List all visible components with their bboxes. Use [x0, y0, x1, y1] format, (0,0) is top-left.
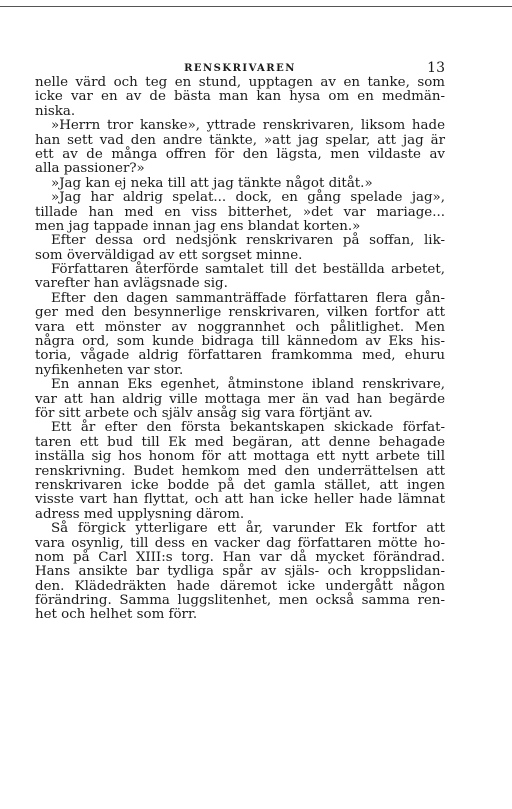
text-line: het och helhet som förr.: [35, 607, 198, 623]
text-line: nyfikenheten var stor.: [35, 362, 184, 378]
text-line: Så förgick ytterligare ett år, varunder Ek fortfor att: [51, 521, 445, 537]
text-line: »Herrn tror kanske», yttrade renskrivaren, liksom hade: [51, 118, 445, 134]
text-line: var att han aldrig ville mottaga mer än vad han begärde: [35, 391, 445, 407]
text-line: men jag tappade innan jag ens blandat korten.»: [35, 218, 361, 234]
text-line: förändring. Samma luggslitenhet, men också samma ren-: [35, 593, 445, 609]
text-line: Efter dessa ord nedsjönk renskrivaren på soffan, lik-: [51, 233, 445, 249]
text-line: ger med den besynnerlige renskrivaren, vilken fortfor att: [35, 305, 445, 321]
text-line: Efter den dagen sammanträffade författaren flera gån-: [51, 290, 445, 306]
text-line: renskrivaren icke bodde på det gamla stället, att ingen: [35, 477, 445, 493]
text-line: vara osynlig, till dess en vacker dag författaren mötte ho-: [35, 535, 445, 551]
body-text: [35, 76, 445, 623]
page-header: [35, 60, 445, 76]
text-line: varefter han avlägsnade sig.: [35, 276, 228, 292]
text-line: taren ett bud till Ek med begäran, att denne behagade: [35, 434, 445, 450]
text-line: alla passioner?»: [35, 161, 145, 177]
text-line: nom på Carl XIII:s torg. Han var då mycket förändrad.: [35, 549, 445, 565]
text-line: »Jag har aldrig spelat... dock, en gång spelade jag»,: [51, 190, 445, 206]
text-line: toria, vågade aldrig författaren framkomma med, ehuru: [35, 348, 445, 364]
text-line: niska.: [35, 103, 76, 119]
text-line: vara ett mönster av noggrannhet och pålitlighet. Men: [35, 319, 445, 335]
text-line: visste vart han flyttat, och att han icke heller hade lämnat: [35, 492, 445, 508]
text-line: »Jag kan ej neka till att jag tänkte något ditåt.»: [51, 175, 373, 191]
text-line: för sitt arbete och själv ansåg sig vara förtjänt av.: [35, 405, 373, 421]
text-line: adress med upplysning därom.: [35, 506, 245, 522]
text-line: icke var en av de bästa man kan hysa om en medmän-: [35, 89, 445, 105]
text-line: tillade han med en viss bitterhet, »det var mariage...: [35, 204, 445, 220]
text-line: den. Klädedräkten hade däremot icke undergått någon: [35, 578, 445, 594]
text-line: Ett år efter den första bekantskapen skickade förfat-: [51, 420, 445, 436]
text-line: ett av de många offren för den lägsta, men vildaste av: [35, 146, 445, 162]
text-line: Hans ansikte bar tydliga spår av själs- och kroppslidan-: [35, 564, 445, 580]
text-line: som överväldigad av ett sorgset minne.: [35, 247, 303, 263]
text-line: En annan Eks egenhet, åtminstone ibland renskrivare,: [51, 377, 445, 393]
running-title: RENSKRIVAREN: [184, 63, 296, 74]
text-line: inställa sig hos honom för att mottaga ett nytt arbete till: [35, 449, 445, 465]
page-number: 13: [427, 60, 445, 76]
top-rule: [0, 6, 512, 7]
text-line: Författaren återförde samtalet till det beställda arbetet,: [51, 262, 445, 278]
text-line: han sett vad den andre tänkte, »att jag spelar, att jag är: [35, 132, 445, 148]
text-line: några ord, som kunde bidraga till kännedom av Eks his-: [35, 334, 445, 350]
text-line: nelle värd och teg en stund, upptagen av en tanke, som: [35, 75, 445, 90]
text-line: renskrivning. Budet hemkom med den underrättelsen att: [35, 463, 445, 479]
